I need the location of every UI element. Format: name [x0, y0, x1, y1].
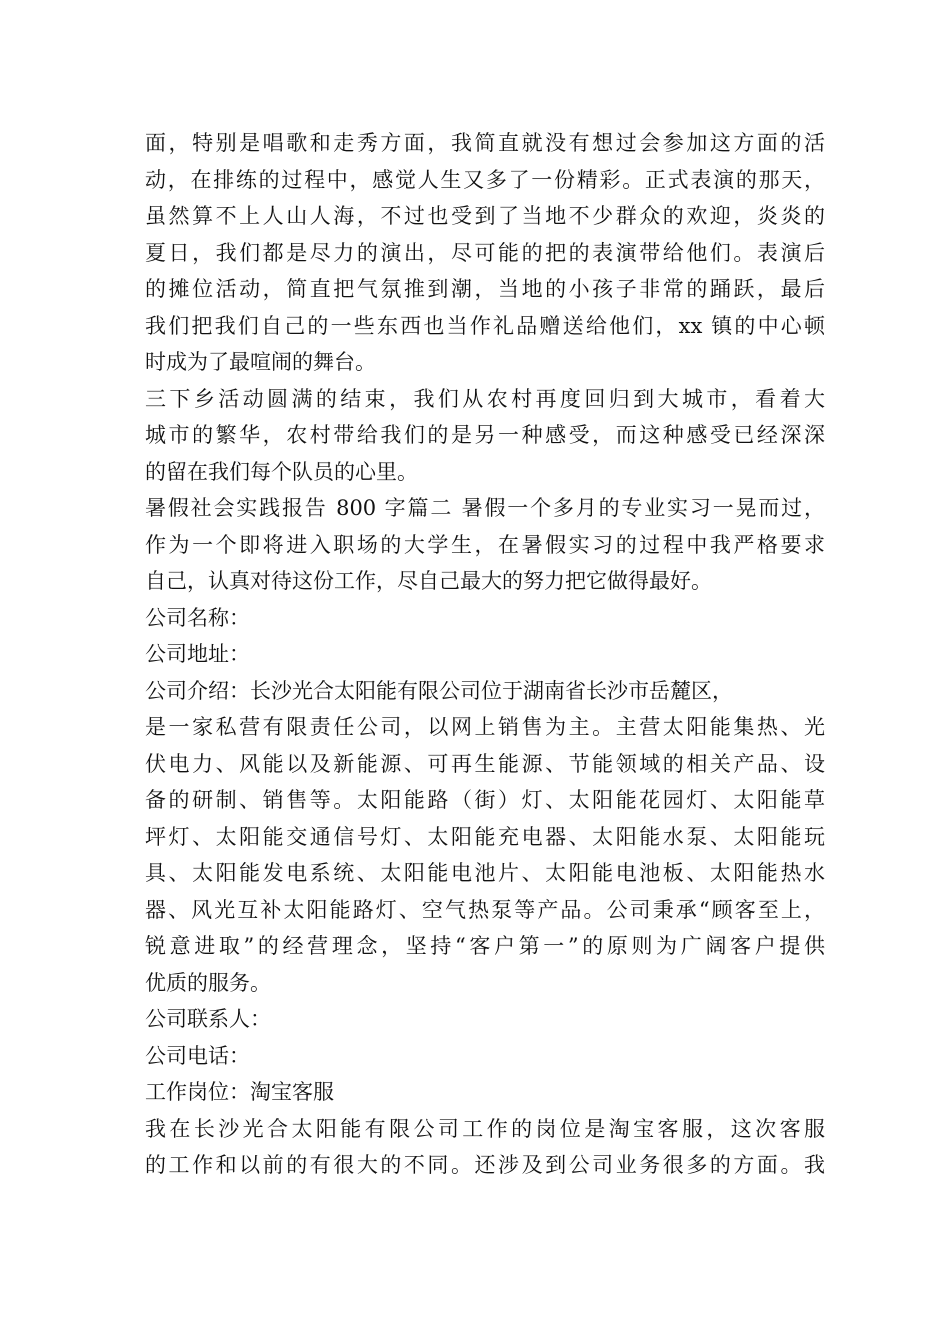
text-line: 虽然算不上人山人海，不过也受到了当地不少群众的欢迎，炎炎的	[145, 204, 825, 228]
text-line: 具、太阳能发电系统、太阳能电池片、太阳能电池板、太阳能热水	[145, 861, 825, 885]
text-line: 公司介绍：长沙光合太阳能有限公司位于湖南省长沙市岳麓区，	[145, 678, 733, 703]
document-body	[145, 125, 825, 1184]
text-line: 暑假社会实践报告 800 字篇二 暑假一个多月的专业实习一晃而过，	[145, 496, 825, 520]
text-line: 的摊位活动，简直把气氛推到潮，当地的小孩子非常的踊跃，最后	[145, 277, 825, 301]
text-line: 动，在排练的过程中，感觉人生又多了一份精彩。正式表演的那天，	[145, 167, 825, 192]
paragraph-p2	[145, 381, 825, 491]
paragraph-p8	[145, 1038, 825, 1075]
paragraph-p1	[145, 125, 825, 381]
paragraph-p4	[145, 600, 825, 637]
text-line: 城市的繁华，农村带给我们的是另一种感受，而这种感受已经深深	[145, 423, 825, 447]
text-line: 公司联系人：	[145, 1007, 271, 1031]
text-line: 公司电话：	[145, 1043, 250, 1068]
text-line: 备的研制、销售等。太阳能路（街）灯、太阳能花园灯、太阳能草	[145, 788, 825, 812]
text-line: 作为一个即将进入职场的大学生，在暑假实习的过程中我严格要求	[145, 532, 825, 557]
text-line: 公司地址：	[145, 642, 250, 666]
text-line: 三下乡活动圆满的结束，我们从农村再度回归到大城市，看着大	[145, 386, 825, 411]
text-line: 我们把我们自己的一些东西也当作礼品赠送给他们，xx 镇的中心顿	[145, 313, 825, 338]
paragraph-p10	[145, 1111, 825, 1184]
paragraph-p6	[145, 673, 825, 1002]
text-line: 锐意进取”的经营理念，坚持“客户第一”的原则为广阔客户提供	[145, 934, 825, 958]
text-line: 优质的服务。	[145, 970, 271, 995]
text-line: 坪灯、太阳能交通信号灯、太阳能充电器、太阳能水泵、太阳能玩	[145, 824, 825, 849]
paragraph-p9	[145, 1074, 825, 1111]
text-line: 自己，认真对待这份工作，尽自己最大的努力把它做得最好。	[145, 569, 712, 593]
paragraph-p3	[145, 490, 825, 600]
text-line: 的工作和以前的有很大的不同。还涉及到公司业务很多的方面。我	[145, 1153, 825, 1177]
paragraph-p7	[145, 1001, 825, 1038]
text-line: 面，特别是唱歌和走秀方面，我简直就没有想过会参加这方面的活	[145, 131, 825, 155]
text-line: 时成为了最喧闹的舞台。	[145, 350, 376, 374]
text-line: 我在长沙光合太阳能有限公司工作的岗位是淘宝客服，这次客服	[145, 1116, 825, 1141]
text-line: 是一家私营有限责任公司，以网上销售为主。主营太阳能集热、光	[145, 715, 825, 739]
text-line: 公司名称：	[145, 605, 250, 630]
text-line: 的留在我们每个队员的心里。	[145, 459, 418, 484]
text-line: 夏日，我们都是尽力的演出，尽可能的把的表演带给他们。表演后	[145, 240, 825, 265]
text-line: 工作岗位：淘宝客服	[145, 1080, 334, 1104]
text-line: 器、风光互补太阳能路灯、空气热泵等产品。公司秉承“顾客至上，	[145, 897, 825, 922]
text-line: 伏电力、风能以及新能源、可再生能源、节能领域的相关产品、设	[145, 751, 825, 776]
paragraph-p5	[145, 636, 825, 673]
